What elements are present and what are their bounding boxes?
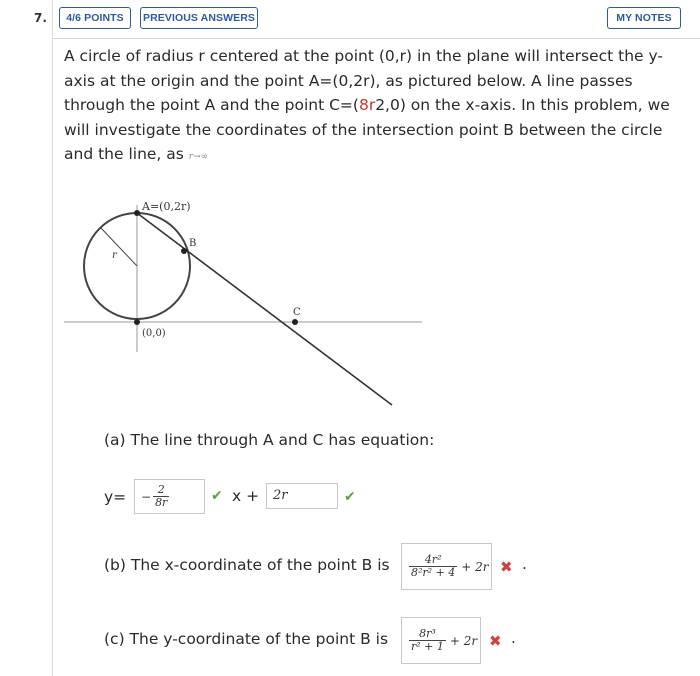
part-a-label: (a) The line through A and C has equation:: [104, 431, 435, 449]
label-origin: (0,0): [142, 328, 166, 339]
slope-sign: −: [141, 489, 152, 504]
points-badge: 4/6 POINTS: [59, 7, 131, 29]
slope-denominator: 8r: [155, 496, 168, 509]
b-period: .: [522, 555, 527, 573]
c-denominator: r² + 1: [411, 640, 444, 653]
b-fraction: [409, 554, 457, 579]
incorrect-x-icon: ✖: [489, 632, 502, 650]
x-plus-label: x +: [232, 487, 260, 505]
part-c-label: (c) The y-coordinate of the point B is: [104, 630, 389, 648]
correct-check-icon: ✔: [211, 488, 223, 504]
c-period: .: [511, 629, 516, 647]
part-b-label: (b) The x-coordinate of the point B is: [104, 556, 390, 574]
incorrect-x-icon: ✖: [500, 558, 513, 576]
label-r: r: [112, 250, 117, 261]
question-number: 7.: [34, 11, 47, 25]
y-equals-label: y=: [104, 488, 127, 506]
prompt-text-1: A circle of radius r centered at the point (0,r) in the plane will intersect the y-axis at the origin and the point A=(0,2r), as pictured below. A line passes through the point A and the point C=(: [64, 47, 664, 114]
b-numerator: 4r²: [424, 553, 442, 566]
point-B: [181, 248, 187, 254]
b-answer-field[interactable]: [401, 543, 492, 590]
correct-check-icon: ✔: [344, 489, 356, 505]
c-remainder: + 2r: [449, 633, 478, 648]
slope-answer-field[interactable]: [134, 479, 205, 514]
point-A: [134, 210, 140, 216]
point-C: [292, 319, 298, 325]
prompt-highlight: 8r: [358, 96, 376, 114]
c-numerator: 8r³: [419, 627, 436, 640]
c-answer-field[interactable]: [401, 617, 481, 664]
previous-answers-button[interactable]: PREVIOUS ANSWERS: [140, 7, 258, 29]
line-AC: [137, 213, 392, 405]
slope-fraction: [153, 484, 169, 509]
slope-numerator: 2: [157, 483, 165, 496]
my-notes-button[interactable]: MY NOTES: [607, 7, 681, 29]
radius-line: [101, 228, 137, 266]
b-denominator: 8²r² + 4: [411, 566, 456, 579]
label-A: A=(0,2r): [142, 200, 191, 213]
point-origin: [134, 319, 140, 325]
c-fraction: [409, 628, 446, 653]
prompt-text-2: 2,0) on the x-axis. In this problem, we will investigate the coordinates of the intersection point B between the circle and the line, as: [64, 96, 670, 163]
label-C: C: [293, 307, 301, 318]
limit-expression: r→∞: [188, 152, 209, 162]
intercept-answer-field[interactable]: 2r: [266, 483, 338, 509]
label-B: B: [189, 238, 197, 249]
b-remainder: + 2r: [461, 559, 489, 574]
